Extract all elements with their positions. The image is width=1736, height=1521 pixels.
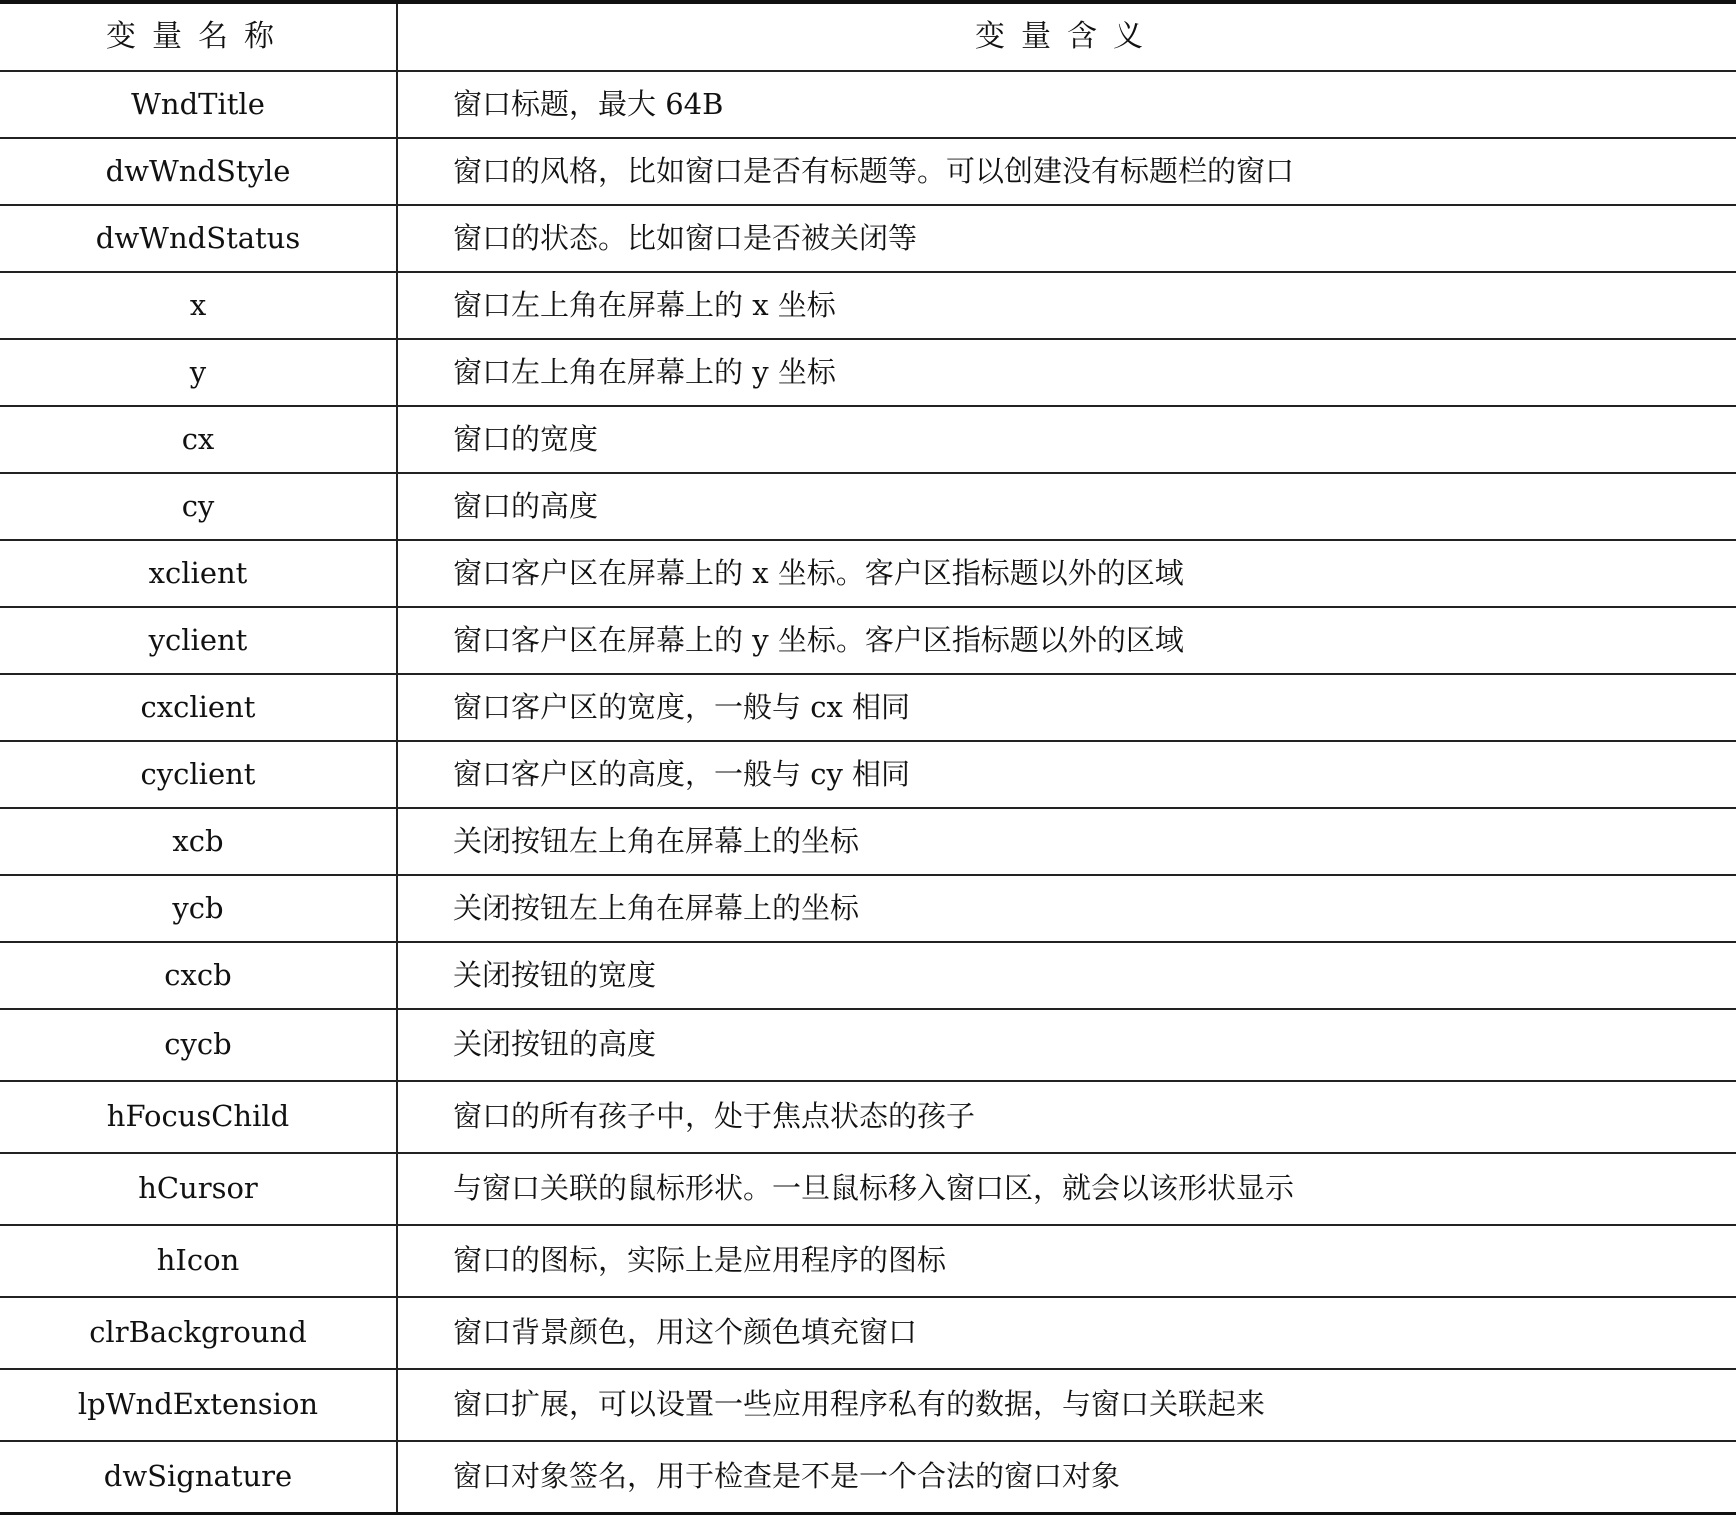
header-row [0,2,1736,71]
variable-name-cell: x [0,272,397,339]
table-row [0,1225,1736,1297]
table-row [0,406,1736,473]
variable-meaning-cell: 窗口客户区的宽度，一般与 cx 相同 [397,674,1736,741]
variable-name-cell: cycb [0,1009,397,1081]
variable-name-cell: cy [0,473,397,540]
variable-meaning-cell: 关闭按钮的高度 [397,1009,1736,1081]
variable-meaning-cell: 窗口客户区在屏幕上的 x 坐标。客户区指标题以外的区域 [397,540,1736,607]
table-row [0,473,1736,540]
table-row [0,1081,1736,1153]
variable-name-cell: clrBackground [0,1297,397,1369]
variable-meaning-cell: 窗口扩展，可以设置一些应用程序私有的数据，与窗口关联起来 [397,1369,1736,1441]
variable-meaning-cell: 窗口的风格，比如窗口是否有标题等。可以创建没有标题栏的窗口 [397,138,1736,205]
table-body [0,71,1736,1513]
variable-meaning-cell: 窗口的状态。比如窗口是否被关闭等 [397,205,1736,272]
variable-meaning-cell: 窗口背景颜色，用这个颜色填充窗口 [397,1297,1736,1369]
variable-name-cell: cxcb [0,942,397,1009]
variable-meaning-cell: 窗口客户区在屏幕上的 y 坐标。客户区指标题以外的区域 [397,607,1736,674]
table-row [0,875,1736,942]
variable-name-cell: lpWndExtension [0,1369,397,1441]
table-header [0,2,1736,71]
table-row [0,205,1736,272]
variable-meaning-cell: 窗口的高度 [397,473,1736,540]
table-row [0,138,1736,205]
table-row [0,1441,1736,1513]
variable-name-cell: yclient [0,607,397,674]
variable-name-cell: y [0,339,397,406]
table-row [0,272,1736,339]
variable-meaning-cell: 窗口左上角在屏幕上的 y 坐标 [397,339,1736,406]
variable-name-cell: cxclient [0,674,397,741]
variable-meaning-cell: 窗口对象签名，用于检查是不是一个合法的窗口对象 [397,1441,1736,1513]
table-row [0,1009,1736,1081]
variable-meaning-cell: 窗口的图标，实际上是应用程序的图标 [397,1225,1736,1297]
table-row [0,607,1736,674]
table-row [0,1297,1736,1369]
variable-name-cell: cyclient [0,741,397,808]
table-row [0,540,1736,607]
table-row [0,1153,1736,1225]
table-row [0,942,1736,1009]
variable-meaning-cell: 关闭按钮左上角在屏幕上的坐标 [397,808,1736,875]
variable-meaning-cell: 窗口的宽度 [397,406,1736,473]
variable-meaning-cell: 与窗口关联的鼠标形状。一旦鼠标移入窗口区，就会以该形状显示 [397,1153,1736,1225]
table-row [0,1369,1736,1441]
variable-name-cell: dwSignature [0,1441,397,1513]
variable-meaning-cell: 窗口客户区的高度，一般与 cy 相同 [397,741,1736,808]
variable-name-cell: dwWndStatus [0,205,397,272]
variable-meaning-cell: 窗口的所有孩子中，处于焦点状态的孩子 [397,1081,1736,1153]
table-row [0,674,1736,741]
variable-name-cell: ycb [0,875,397,942]
variable-name-cell: WndTitle [0,71,397,138]
table-row [0,339,1736,406]
variable-name-cell: hIcon [0,1225,397,1297]
variable-name-cell: hCursor [0,1153,397,1225]
table-row [0,71,1736,138]
header-variable-name: 变量名称 [0,2,397,71]
variable-name-cell: xcb [0,808,397,875]
header-variable-meaning: 变量含义 [397,2,1736,71]
variable-meaning-cell: 窗口标题，最大 64B [397,71,1736,138]
table-row [0,741,1736,808]
table-row [0,808,1736,875]
variable-meaning-cell: 关闭按钮左上角在屏幕上的坐标 [397,875,1736,942]
variable-name-cell: dwWndStyle [0,138,397,205]
variable-meaning-cell: 关闭按钮的宽度 [397,942,1736,1009]
variable-name-cell: xclient [0,540,397,607]
variable-name-cell: cx [0,406,397,473]
variable-meaning-cell: 窗口左上角在屏幕上的 x 坐标 [397,272,1736,339]
variable-name-cell: hFocusChild [0,1081,397,1153]
